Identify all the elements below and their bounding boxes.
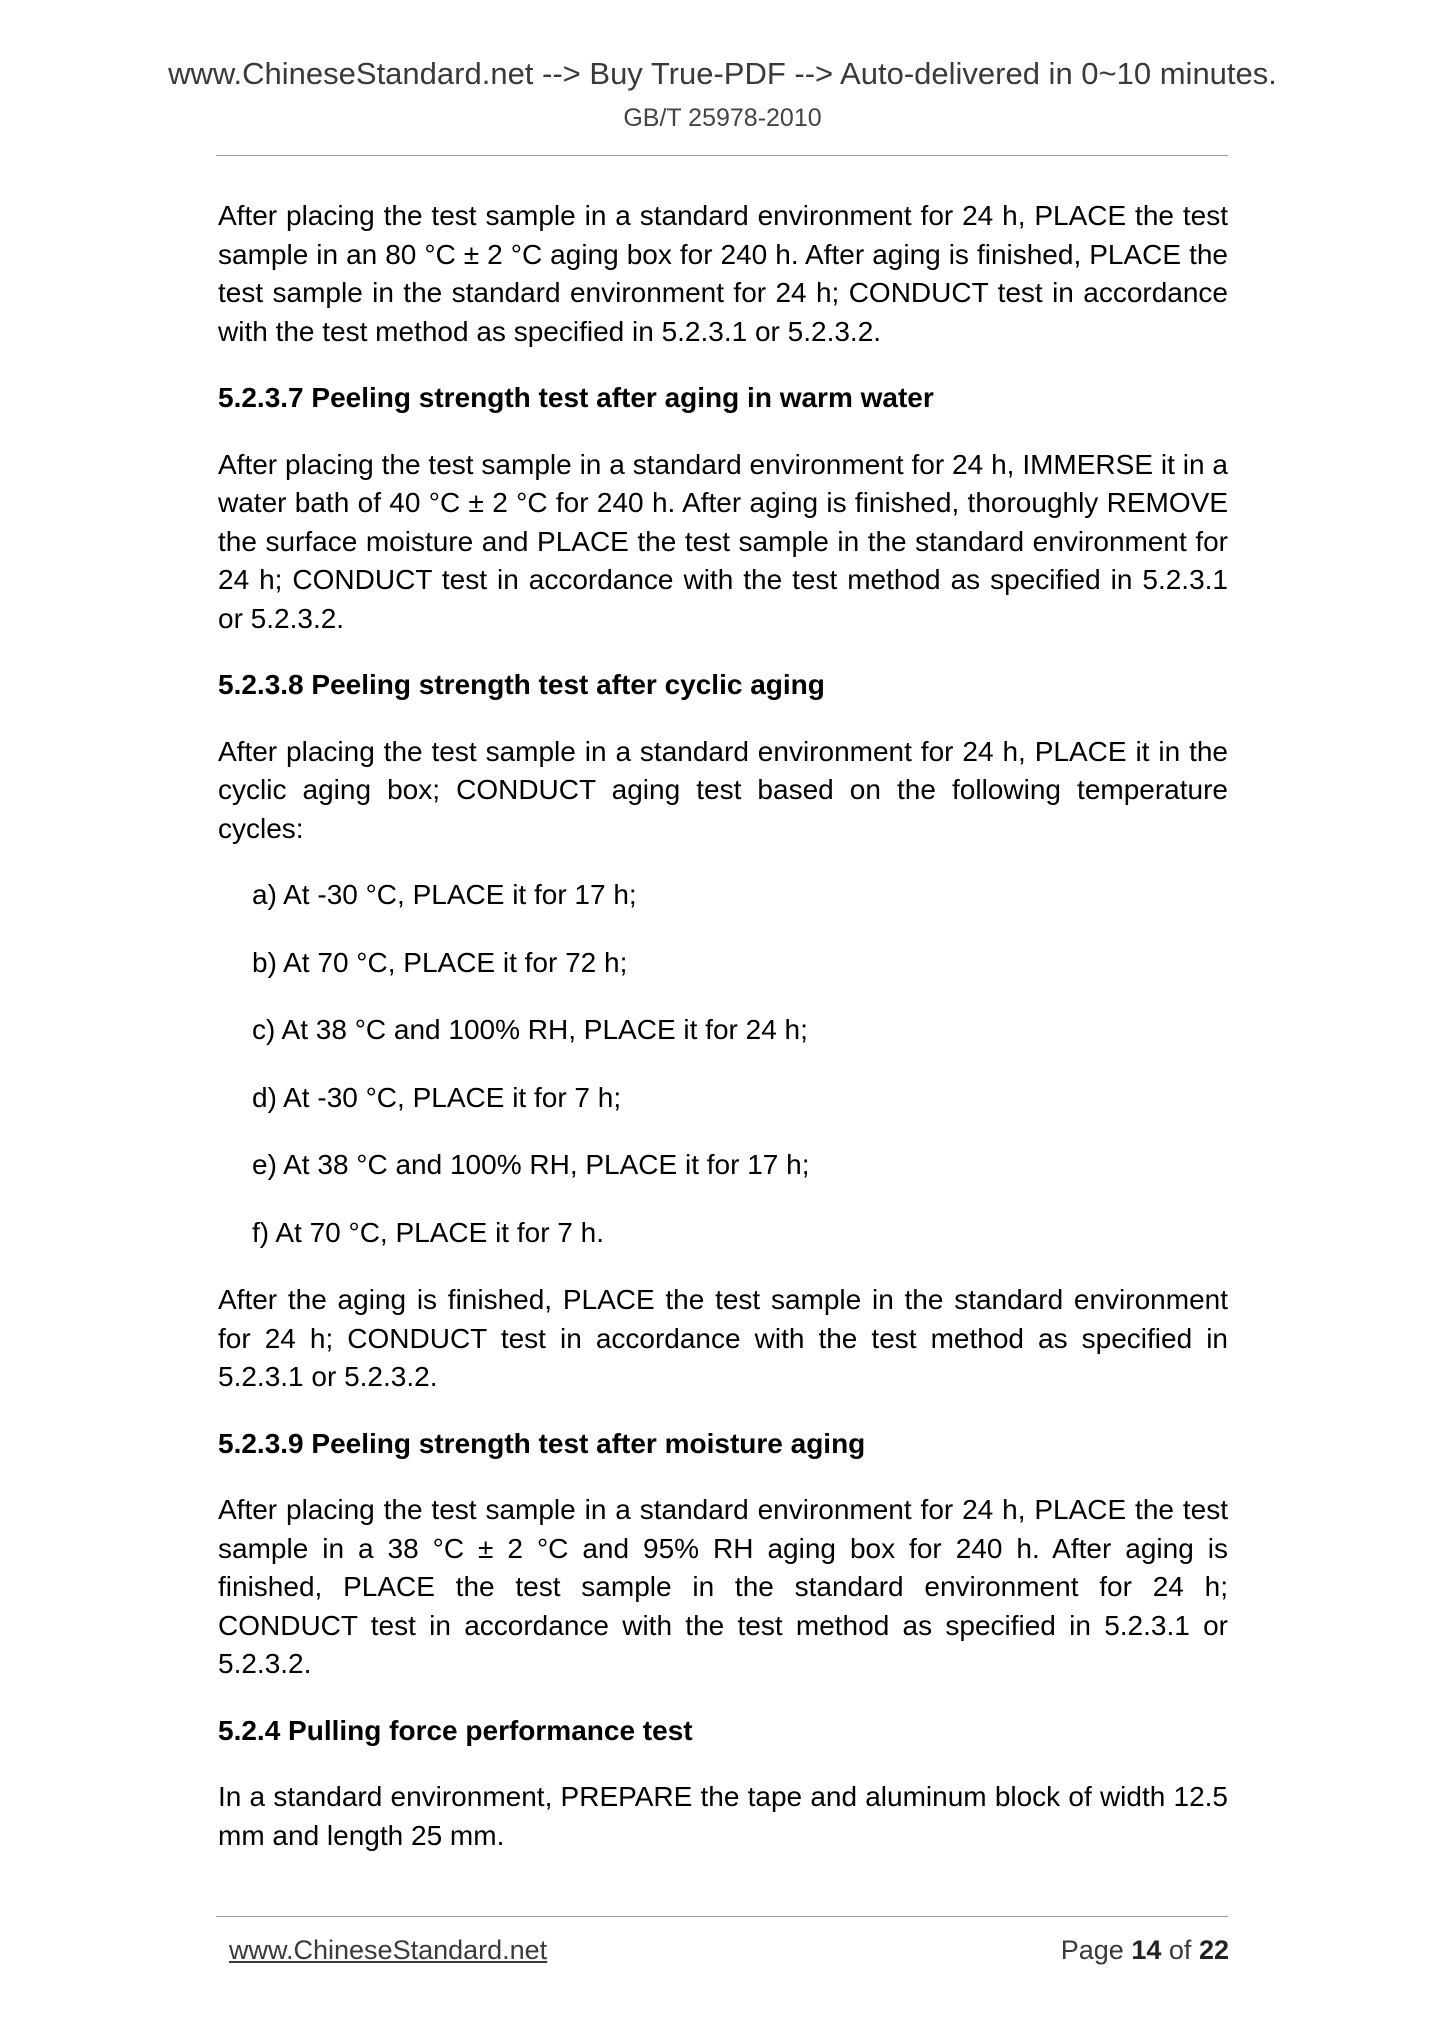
list-item: c) At 38 °C and 100% RH, PLACE it for 24 h; [252,1014,808,1045]
document-body [218,197,1228,1883]
paragraph-cyclic-aging: After placing the test sample in a standard environment for 24 h, PLACE it in the cyclic aging box; CONDUCT aging test based on the following temperature cycles: [218,735,1228,844]
list-item: a) At -30 °C, PLACE it for 17 h; [252,879,637,910]
paragraph-warm-water-aging: After placing the test sample in a standard environment for 24 h, IMMERSE it in a water bath of 40 °C ± 2 °C for 240 h. After aging is finished, thoroughly REMOVE the surface moisture and PLACE the test sample in the standard environment for 24 h; CONDUCT test in accordance with the test method as specified in 5.2.3.1 or 5.2.3.2. [218,448,1228,634]
header-banner: www.ChineseStandard.net --> Buy True-PDF --> Auto-delivered in 0~10 minutes. [168,56,1277,91]
footer-website-link[interactable]: www.ChineseStandard.net [229,1935,548,1965]
footer-divider [216,1916,1228,1917]
section-heading-5-2-3-7: 5.2.3.7 Peeling strength test after aging in warm water [218,382,934,413]
standard-number: GB/T 25978-2010 [623,104,822,132]
header-divider [216,155,1228,156]
page-of: of [1168,1935,1192,1965]
paragraph-after-cyclic-aging: After the aging is finished, PLACE the test sample in the standard environment for 24 h; CONDUCT test in accordance with the test method as specified in 5.2.3.1 or 5.2.3.2. [218,1284,1228,1392]
page-current: 14 [1131,1935,1162,1965]
page-indicator [1061,1935,1229,1966]
list-item: b) At 70 °C, PLACE it for 72 h; [252,946,628,978]
list-item: e) At 38 °C and 100% RH, PLACE it for 17 h; [252,1149,810,1180]
page-total: 22 [1198,1935,1229,1965]
list-item: f) At 70 °C, PLACE it for 7 h. [252,1216,605,1248]
temperature-cycle-list [218,876,1228,1252]
page-label: Page [1060,1935,1124,1965]
section-heading-5-2-3-8: 5.2.3.8 Peeling strength test after cyclic aging [218,669,825,700]
paragraph-heat-aging: After placing the test sample in a standard environment for 24 h, PLACE the test sample in an 80 °C ± 2 °C aging box for 240 h. After aging is finished, PLACE the test sample in the standard environment for 24 h; CONDUCT test in accordance with the test method as specified in 5.2.3.1 or 5.2.3.2. [218,200,1228,347]
paragraph-moisture-aging: After placing the test sample in a standard environment for 24 h, PLACE the test sample in a 38 °C ± 2 °C and 95% RH aging box for 240 h. After aging is finished, PLACE the test sample in the standard environment for 24 h; CONDUCT test in accordance with the test method as specified in 5.2.3.1 or 5.2.3.2. [218,1494,1228,1679]
section-heading-5-2-3-9: 5.2.3.9 Peeling strength test after moisture aging [218,1427,866,1459]
paragraph-pulling-force: In a standard environment, PREPARE the tape and aluminum block of width 12.5 mm and length 25 mm. [218,1781,1228,1851]
section-heading-5-2-4: 5.2.4 Pulling force performance test [218,1714,693,1746]
list-item: d) At -30 °C, PLACE it for 7 h; [252,1081,622,1113]
